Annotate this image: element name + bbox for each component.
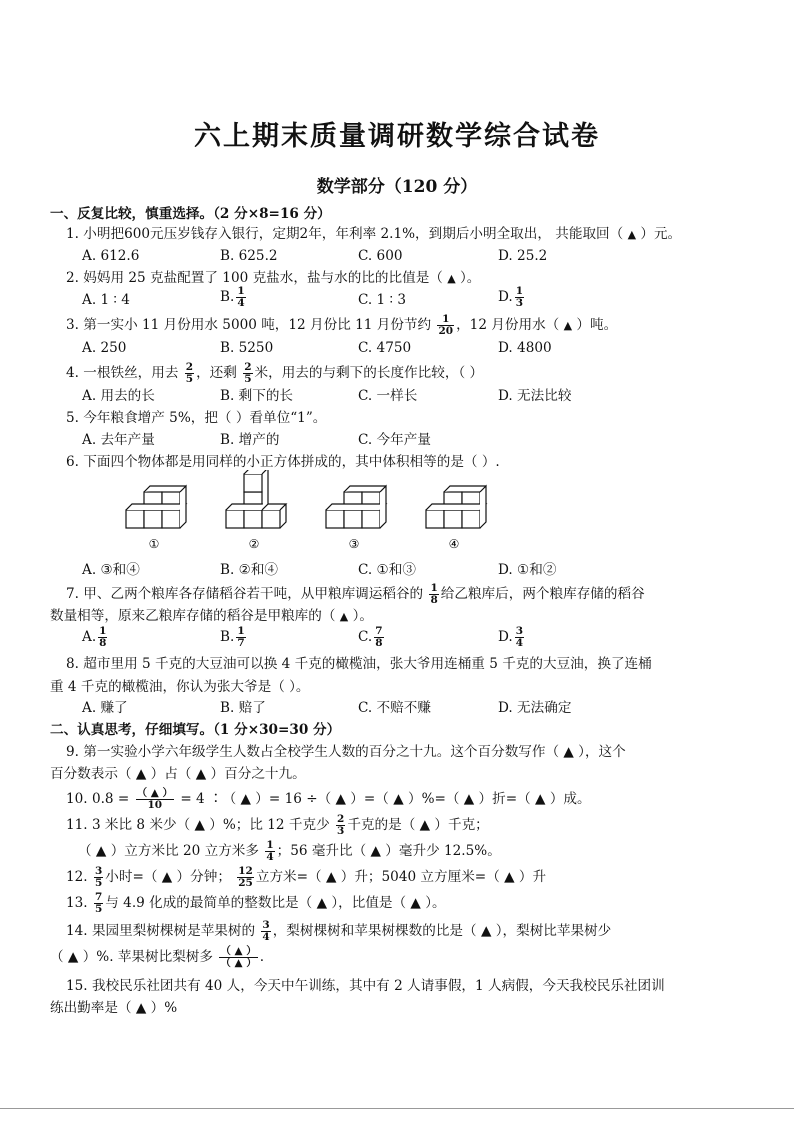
question-6: 6. 下面四个物体都是用同样的小正方体拼成的，其中体积相等的是（ ）. bbox=[66, 454, 500, 470]
section-heading: 二、认真思考，仔细填写。（1 分×30=30 分） bbox=[50, 722, 341, 738]
q8-option-d: D. 无法确定 bbox=[498, 700, 572, 716]
question-11-line-1: 11. 3 米比 8 米少（ ▲ ）%；比 12 千克少 $\frac{2}{3}$ 千克的是（ ▲ ）千克； bbox=[66, 813, 489, 837]
question-1 bbox=[66, 224, 681, 245]
question-10: 10. 0.8 = $\frac{( ▲ )}{10}$ = 4 ∶（ ▲ ）= 16 ÷（ ▲ ）=（ ▲ ）%=（ ▲ ）折=（ ▲ ）成。 bbox=[66, 787, 591, 811]
answer-mark: ▲ bbox=[563, 319, 573, 332]
q6-option-d: D. ①和② bbox=[498, 562, 557, 578]
question-9-line-2: 百分数表示（ ▲ ）占（ ▲ ）百分之十九。 bbox=[50, 766, 306, 782]
question-7-line-2: 数量相等，原来乙粮库存储的稻谷是甲粮库的（ ▲ ）。 bbox=[50, 608, 373, 624]
fraction: $\frac{2}{3}$ bbox=[337, 813, 345, 837]
figure-label: ④ bbox=[448, 537, 460, 551]
q4-option-b: B. 剩下的长 bbox=[220, 388, 294, 404]
question-8-line-2: 重 4 千克的橄榄油，你认为张大爷是（ ）。 bbox=[50, 679, 310, 695]
q5-option-b: B. 增产的 bbox=[220, 432, 280, 448]
section-heading: 一、反复比较，慎重选择。（2 分×8=16 分） bbox=[50, 206, 331, 222]
q8-option-a: A. 赚了 bbox=[82, 700, 128, 716]
cube-figures bbox=[118, 470, 518, 552]
q1-option-d: D. 25.2 bbox=[498, 248, 548, 264]
question-4: 4. 一根铁丝，用去 $\frac{2}{5}$ ，还剩 $\frac{2}{5}$ 米，用去的与剩下的长度作比较，（ ） bbox=[66, 361, 484, 385]
q3-option-b: B. 5250 bbox=[220, 340, 274, 356]
q6-option-c: C. ①和③ bbox=[358, 562, 416, 578]
fraction: $\frac{3}{5}$ bbox=[94, 865, 103, 889]
question-7-line-1: 7. 甲、乙两个粮库各存储稻谷若干吨，从甲粮库调运稻谷的 $\frac{1}{8}$ 给乙粮库后，两个粮库存储的稻谷 bbox=[66, 582, 645, 606]
q7-option-d: D. $\frac{3}{4}$ bbox=[498, 625, 524, 649]
q7-option-b: B. $\frac{1}{7}$ bbox=[220, 625, 245, 649]
question-9-line-1: 9. 第一实验小学六年级学生人数占全校学生人数的百分之十九。这个百分数写作（ ▲ ），这个 bbox=[66, 744, 626, 760]
cube-figure-2 bbox=[226, 470, 286, 528]
answer-mark: ▲ bbox=[627, 228, 637, 241]
q4-option-c: C. 一样长 bbox=[358, 388, 418, 404]
q8-option-c: C. 不赔不赚 bbox=[358, 700, 431, 716]
question-5: 5. 今年粮食增产 5%，把（ ）看单位“1”。 bbox=[66, 410, 327, 426]
q5-option-a: A. 去年产量 bbox=[82, 432, 155, 448]
answer-mark: ▲ bbox=[339, 610, 349, 623]
q1-stem: 1. 小明把600元压岁钱存入银行，定期2年，年利率 2.1%，到期后小明全取出， 共能取回（ bbox=[66, 226, 624, 242]
question-2 bbox=[66, 268, 480, 289]
fraction: $\frac{2}{5}$ bbox=[185, 361, 194, 385]
fraction: $\frac{3}{4}$ bbox=[262, 919, 270, 943]
q5-option-c: C. 今年产量 bbox=[358, 432, 431, 448]
q4-option-d: D. 无法比较 bbox=[498, 388, 572, 404]
fraction: $\frac{1}{20}$ bbox=[438, 313, 454, 337]
q7-option-c: C. $\frac{7}{8}$ bbox=[358, 625, 383, 649]
fraction: $\frac{2}{5}$ bbox=[244, 361, 252, 385]
fraction: $\frac{( ▲ )}{10}$ bbox=[136, 787, 173, 811]
fraction: $\frac{1}{4}$ bbox=[266, 839, 274, 863]
figure-label: ③ bbox=[348, 537, 360, 551]
q1-option-a: A. 612.6 bbox=[82, 248, 140, 264]
cube-figure-4 bbox=[426, 486, 486, 528]
q4-option-a: A. 用去的长 bbox=[82, 388, 155, 404]
q2-option-b: B. $\frac{1}{4}$ bbox=[220, 285, 245, 309]
fraction: $\frac{1}{3}$ bbox=[515, 285, 524, 309]
fraction: $\frac{1}{8}$ bbox=[430, 582, 438, 606]
figure-label: ① bbox=[148, 537, 160, 551]
question-12: 12. $\frac{3}{5}$ 小时=（ ▲ ）分钟； $\frac{12}{25}$ 立方米=（ ▲ ）升；5040 立方厘米=（ ▲ ）升 bbox=[66, 865, 547, 889]
q1-option-b: B. 625.2 bbox=[220, 248, 278, 264]
page-title: 六上期末质量调研数学综合试卷 bbox=[194, 121, 600, 152]
q2-option-a: A. 1 ∶ 4 bbox=[82, 292, 130, 308]
question-15-line-1: 15. 我校民乐社团共有 40 人，今天中午训练，其中有 2 人请事假，1 人病假，今天我校民乐社团训 bbox=[66, 978, 665, 994]
question-13: 13. $\frac{7}{5}$ 与 4.9 化成的最简单的整数比是（ ▲ ），比值是（ ▲ ）。 bbox=[66, 891, 446, 915]
q2-stem: 2. 妈妈用 25 克盐配置了 100 克盐水，盐与水的比的比值是（ bbox=[66, 270, 443, 286]
cube-figure-3 bbox=[326, 486, 386, 528]
question-14-line-2: （ ▲ ）%. 苹果树比梨树多 $\frac{( ▲ )}{( ▲ )}$ . bbox=[50, 945, 265, 969]
question-3: 3. 第一实小 11 月份用水 5000 吨，12 月份比 11 月份节约 $\frac{1}{20}$ ，12 月份用水（ ▲ ）吨。 bbox=[66, 313, 618, 337]
q6-option-b: B. ②和④ bbox=[220, 562, 279, 578]
fraction: $\frac{1}{4}$ bbox=[237, 285, 245, 309]
q1-tail: ）元。 bbox=[640, 226, 682, 242]
fraction: $\frac{( ▲ )}{( ▲ )}$ bbox=[220, 945, 257, 969]
q2-option-c: C. 1 ∶ 3 bbox=[358, 292, 407, 308]
fraction: $\frac{12}{25}$ bbox=[238, 865, 253, 889]
q2-tail: ）。 bbox=[460, 270, 481, 286]
page-subtitle: 数学部分（120 分） bbox=[316, 177, 478, 197]
q2-option-d: D. $\frac{1}{3}$ bbox=[498, 285, 524, 309]
q3-option-c: C. 4750 bbox=[358, 340, 412, 356]
q8-option-b: B. 赔了 bbox=[220, 700, 266, 716]
question-11-line-2: （ ▲ ）立方米比 20 立方米多 $\frac{1}{4}$ ；56 毫升比（ ▲ ）毫升少 12.5%。 bbox=[78, 839, 501, 863]
answer-mark: ▲ bbox=[447, 272, 456, 285]
cube-figure-1 bbox=[126, 486, 186, 528]
q7-option-a: A. $\frac{1}{8}$ bbox=[82, 625, 107, 649]
question-14-line-1: 14. 果园里梨树棵树是苹果树的 $\frac{3}{4}$ ，梨树棵树和苹果树棵数的比是（ ▲ ），梨树比苹果树少 bbox=[66, 919, 612, 943]
page-bottom-rule bbox=[0, 1108, 794, 1109]
figure-label: ② bbox=[248, 537, 260, 551]
q6-option-a: A. ③和④ bbox=[82, 562, 140, 578]
question-15-line-2: 练出勤率是（ ▲ ）% bbox=[50, 1000, 178, 1016]
fraction: $\frac{7}{5}$ bbox=[94, 891, 103, 915]
q3-option-a: A. 250 bbox=[82, 340, 127, 356]
q3-option-d: D. 4800 bbox=[498, 340, 552, 356]
q1-option-c: C. 600 bbox=[358, 248, 403, 264]
question-8-line-1: 8. 超市里用 5 千克的大豆油可以换 4 千克的橄榄油，张大爷用连桶重 5 千克的大豆油，换了连桶 bbox=[66, 656, 652, 672]
